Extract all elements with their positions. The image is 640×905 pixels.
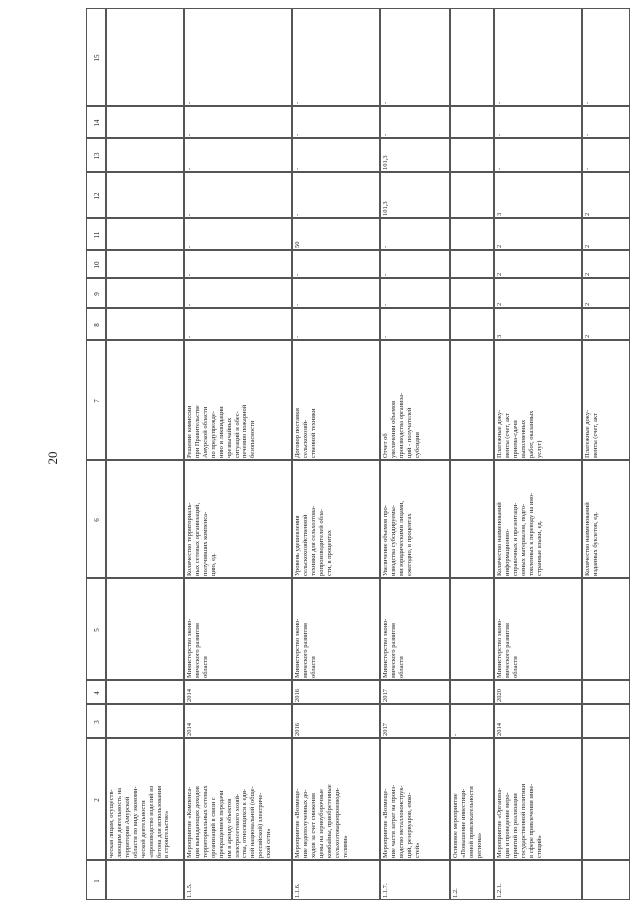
table-cell — [292, 218, 380, 250]
table-cell — [292, 460, 380, 578]
table-cell — [106, 250, 184, 278]
cell-text: Мероприятие «Компенса- ция выпадающих доходов территориальных сетевых организаций в связи с прекращением передачи им в аренду объектов электросетевого хозяй- ства, относящихся к еди- ной национальной (обще- российской) электриче- ской сети» — [186, 785, 273, 858]
table-cell — [582, 138, 630, 172]
cell-text: - — [382, 273, 389, 276]
table-cell — [380, 8, 450, 106]
cell-text: - — [294, 213, 301, 216]
cell-text: 2 — [584, 212, 591, 216]
table-cell — [292, 250, 380, 278]
table-cell — [292, 106, 380, 138]
header-label: 10 — [93, 261, 101, 269]
header-label: 12 — [93, 192, 101, 200]
cell-text: 3 — [496, 334, 503, 338]
cell-text: - — [186, 335, 193, 338]
header-cell-12 — [86, 172, 106, 218]
table-cell — [494, 106, 582, 138]
table-cell — [292, 738, 380, 860]
table-cell — [292, 680, 380, 704]
cell-text: 2016 — [294, 723, 301, 736]
header-cell-6 — [86, 460, 106, 578]
cell-text — [451, 309, 494, 340]
cell-text — [583, 681, 630, 704]
cell-text: - — [496, 167, 503, 170]
cell-text — [107, 461, 184, 578]
cell-text — [583, 705, 630, 738]
header-cell-10 — [86, 250, 106, 278]
table-cell — [582, 704, 630, 738]
cell-text: - — [584, 167, 591, 170]
cell-text: - — [294, 303, 301, 306]
table-cell — [450, 218, 494, 250]
table-cell — [184, 138, 292, 172]
table-cell — [582, 8, 630, 106]
cell-text: Количество наименований информационно- справочных и презентаци- онных материалов, подго- товленных к переводу на ино- странные языки, ед. — [496, 492, 543, 576]
table-cell — [380, 578, 450, 680]
table-cell — [184, 250, 292, 278]
header-cell-5 — [86, 578, 106, 680]
cell-text — [451, 579, 494, 680]
table-cell — [184, 860, 292, 900]
table-cell — [494, 308, 582, 340]
header-label: 4 — [93, 691, 101, 695]
table-cell — [380, 460, 450, 578]
table-cell — [450, 340, 494, 460]
table-cell — [106, 308, 184, 340]
cell-text: 2 — [584, 334, 591, 338]
table-cell — [380, 340, 450, 460]
cell-text: - — [186, 273, 193, 276]
header-label: 14 — [93, 119, 101, 127]
table-cell — [582, 308, 630, 340]
cell-text: 2 — [496, 272, 503, 276]
header-cell-8 — [86, 308, 106, 340]
table-cell — [582, 860, 630, 900]
cell-text: - — [186, 133, 193, 136]
table-cell — [494, 8, 582, 106]
cell-text: Договор поставки сельскохозяй- ственной техники — [294, 408, 317, 458]
cell-text: Увеличение объемов про- изводства субсидируемы- ми юридическими лицами, ежегодно, в процентах — [382, 501, 413, 576]
header-cell-14 — [86, 106, 106, 138]
cell-text: - — [584, 133, 591, 136]
cell-text: 1.1.6. — [294, 883, 301, 898]
table-cell — [582, 250, 630, 278]
table-cell — [184, 172, 292, 218]
cell-text — [583, 861, 630, 900]
table-cell — [106, 340, 184, 460]
cell-text: 2 — [584, 272, 591, 276]
cell-text — [107, 219, 184, 250]
table-cell — [450, 460, 494, 578]
table-cell — [380, 172, 450, 218]
cell-text: - — [186, 101, 193, 104]
table-cell — [450, 278, 494, 308]
table-cell — [106, 860, 184, 900]
header-label: 9 — [93, 292, 101, 296]
cell-text — [583, 579, 630, 680]
cell-text: ческая лицам, осуществ- ляющим деятельность на территории Амурской области по виду экономи- ческой деятельности «производство изделий из бетона для использования в строительстве» — [108, 785, 171, 858]
cell-text: - — [584, 101, 591, 104]
table-cell — [450, 250, 494, 278]
header-label: 3 — [93, 720, 101, 724]
table-cell — [380, 704, 450, 738]
table-cell — [292, 138, 380, 172]
header-cell-3 — [86, 704, 106, 738]
table-cell — [582, 340, 630, 460]
table-cell — [582, 738, 630, 860]
table-cell — [380, 138, 450, 172]
table-cell — [184, 738, 292, 860]
cell-text: - — [186, 245, 193, 248]
cell-text: 1.2.1. — [496, 883, 503, 898]
cell-text: 2014 — [186, 723, 193, 736]
cell-text — [107, 279, 184, 308]
cell-text: 101,3 — [382, 201, 389, 216]
cell-text — [107, 579, 184, 680]
header-cell-15 — [86, 8, 106, 106]
table-cell — [106, 738, 184, 860]
cell-text: - — [294, 133, 301, 136]
cell-text — [451, 107, 494, 138]
header-label: 7 — [93, 399, 101, 403]
cell-text — [107, 107, 184, 138]
cell-text: Платежные доку- менты (счет, акт — [584, 409, 599, 458]
header-label: 8 — [93, 323, 101, 327]
cell-text: - — [382, 101, 389, 104]
cell-text: Платежные доку- менты (счет, акт приема-сдачи выполненных работ, оказанных услуг) — [496, 409, 543, 458]
cell-text: Уровень удешевления сельскохозяйственной техники для сельхозтова- ропроизводителей обла- сти, в процентах — [294, 505, 333, 576]
table-cell — [292, 278, 380, 308]
cell-text: 2 — [496, 244, 503, 248]
header-label: 2 — [93, 798, 101, 802]
table-cell — [106, 138, 184, 172]
table-cell — [106, 680, 184, 704]
cell-text: Мероприятие «Возмеще- ние части затрат на произ- водство металлоконструк- ций, резервуаров, емко- стей» — [382, 784, 421, 858]
cell-text: - — [382, 133, 389, 136]
cell-text — [107, 309, 184, 340]
table-cell — [380, 860, 450, 900]
cell-text — [107, 861, 184, 900]
table-cell — [184, 308, 292, 340]
cell-text — [451, 341, 494, 460]
cell-text: Количество наименований изданных буклетов, ед. — [584, 502, 599, 576]
table-cell — [450, 138, 494, 172]
table-cell — [450, 860, 494, 900]
table-cell — [292, 704, 380, 738]
cell-text: - — [382, 335, 389, 338]
cell-text: - — [496, 101, 503, 104]
table-cell — [494, 738, 582, 860]
header-label: 1 — [93, 879, 101, 883]
cell-text: 101,3 — [382, 155, 389, 170]
data-table — [86, 8, 630, 900]
cell-text: - — [294, 101, 301, 104]
cell-text: - — [382, 245, 389, 248]
cell-text: 2014 — [186, 689, 193, 702]
cell-text: 2 — [584, 302, 591, 306]
cell-text — [451, 219, 494, 250]
cell-text — [451, 251, 494, 278]
table-cell — [292, 860, 380, 900]
table-cell — [494, 250, 582, 278]
cell-text: - — [496, 133, 503, 136]
table-cell — [380, 106, 450, 138]
table-cell — [184, 578, 292, 680]
table-cell — [450, 172, 494, 218]
cell-text: Министерство эконо- мического развития области — [294, 618, 317, 678]
cell-text: - — [186, 213, 193, 216]
table-cell — [184, 218, 292, 250]
cell-text: Основное мероприятие «Повышение инвестици- онной привлекательности региона» — [452, 786, 483, 858]
table-cell — [106, 106, 184, 138]
table-cell — [450, 106, 494, 138]
cell-text: Мероприятие «Организа- ция и проведение меро- приятий по реализации государственной политики в сфере привлечения инве- стиций» — [496, 783, 543, 858]
header-label: 13 — [93, 152, 101, 160]
cell-text: - — [294, 167, 301, 170]
cell-text — [451, 9, 494, 106]
table-cell — [184, 278, 292, 308]
cell-text — [451, 139, 494, 172]
table-cell — [494, 860, 582, 900]
cell-text — [583, 739, 630, 860]
header-cell-11 — [86, 218, 106, 250]
cell-text — [107, 681, 184, 704]
table-cell — [494, 138, 582, 172]
cell-text: - — [294, 335, 301, 338]
cell-text: 2 — [584, 244, 591, 248]
table-cell — [184, 340, 292, 460]
cell-text — [107, 705, 184, 738]
header-cell-13 — [86, 138, 106, 172]
table-cell — [184, 704, 292, 738]
cell-text — [451, 461, 494, 578]
cell-text — [107, 341, 184, 460]
header-label: 5 — [93, 628, 101, 632]
cell-text: 2017 — [382, 723, 389, 736]
table-cell — [380, 680, 450, 704]
cell-text: 1.1.5. — [186, 883, 193, 898]
table-cell — [450, 578, 494, 680]
table-cell — [494, 578, 582, 680]
cell-text: - — [294, 273, 301, 276]
table-cell — [106, 578, 184, 680]
table-cell — [292, 172, 380, 218]
cell-text: - — [186, 303, 193, 306]
table-cell — [494, 704, 582, 738]
table-cell — [184, 680, 292, 704]
header-cell-7 — [86, 340, 106, 460]
page-number: 20 — [45, 451, 60, 465]
table-cell — [582, 218, 630, 250]
table-cell — [184, 8, 292, 106]
cell-text: - — [452, 733, 459, 736]
header-label: 6 — [93, 518, 101, 522]
cell-text: - — [186, 167, 193, 170]
cell-text: Решение комиссии при Правительстве Амурской области по предупрежде- нию и ликвидации чрезвычайных ситуаций и обес- печению пожарной безопасности — [186, 404, 257, 458]
table-cell — [582, 578, 630, 680]
table-cell — [184, 106, 292, 138]
table-cell — [106, 278, 184, 308]
table-cell — [292, 578, 380, 680]
cell-text — [107, 251, 184, 278]
cell-text: Министерство эконо- мического развития области — [382, 618, 405, 678]
cell-text: 1.2. — [452, 888, 459, 898]
table-cell — [582, 278, 630, 308]
header-cell-9 — [86, 278, 106, 308]
table-cell — [292, 308, 380, 340]
table-cell — [494, 340, 582, 460]
cell-text: 2017 — [382, 689, 389, 702]
table-cell — [582, 172, 630, 218]
table-cell — [494, 680, 582, 704]
header-cell-1 — [86, 860, 106, 900]
cell-text: 3 — [496, 212, 503, 216]
header-cell-2 — [86, 738, 106, 860]
cell-text — [451, 173, 494, 218]
table-cell — [106, 460, 184, 578]
table-cell — [380, 218, 450, 250]
cell-text: 2014 — [496, 723, 503, 736]
cell-text — [107, 139, 184, 172]
table-cell — [380, 308, 450, 340]
table-cell — [450, 680, 494, 704]
cell-text — [107, 9, 184, 106]
cell-text: 2016 — [294, 689, 301, 702]
table-cell — [106, 218, 184, 250]
cell-text: 2 — [496, 302, 503, 306]
table-cell — [582, 460, 630, 578]
table-cell — [106, 172, 184, 218]
cell-text: Мероприятие «Возмеще- ние недополученных до- ходов за счет снижения цены на зерноуборочные комбайны, приобретенные сельхозтоваропроизводи- телями» — [294, 784, 349, 858]
cell-text: Министерство эконо- мического развития области — [496, 618, 519, 678]
cell-text: 50 — [294, 241, 301, 248]
table-cell — [380, 738, 450, 860]
table-cell — [494, 172, 582, 218]
table-cell — [450, 738, 494, 860]
table-cell — [106, 704, 184, 738]
table-cell — [292, 8, 380, 106]
table-cell — [494, 278, 582, 308]
cell-text: 2020 — [496, 689, 503, 702]
table-cell — [292, 340, 380, 460]
table-cell — [450, 308, 494, 340]
table-cell — [450, 8, 494, 106]
table-cell — [494, 218, 582, 250]
cell-text — [451, 279, 494, 308]
header-cell-4 — [86, 680, 106, 704]
cell-text: 1.1.7. — [382, 883, 389, 898]
cell-text: - — [382, 303, 389, 306]
cell-text — [451, 681, 494, 704]
cell-text: Министерство эконо- мического развития области — [186, 618, 209, 678]
table-cell — [494, 460, 582, 578]
header-label: 15 — [93, 54, 101, 62]
table-cell — [106, 8, 184, 106]
table-cell — [582, 680, 630, 704]
header-label: 11 — [93, 231, 101, 239]
table-cell — [380, 278, 450, 308]
table-cell — [380, 250, 450, 278]
cell-text — [107, 173, 184, 218]
table-cell — [582, 106, 630, 138]
cell-text: Количество территориаль- ных сетевых организаций, получивших компенса- цию, ед. — [186, 502, 217, 576]
cell-text: Отчет об увеличении объемов производства организа- ций - получателей субсидии — [382, 392, 421, 458]
table-cell — [184, 460, 292, 578]
table-cell — [450, 704, 494, 738]
